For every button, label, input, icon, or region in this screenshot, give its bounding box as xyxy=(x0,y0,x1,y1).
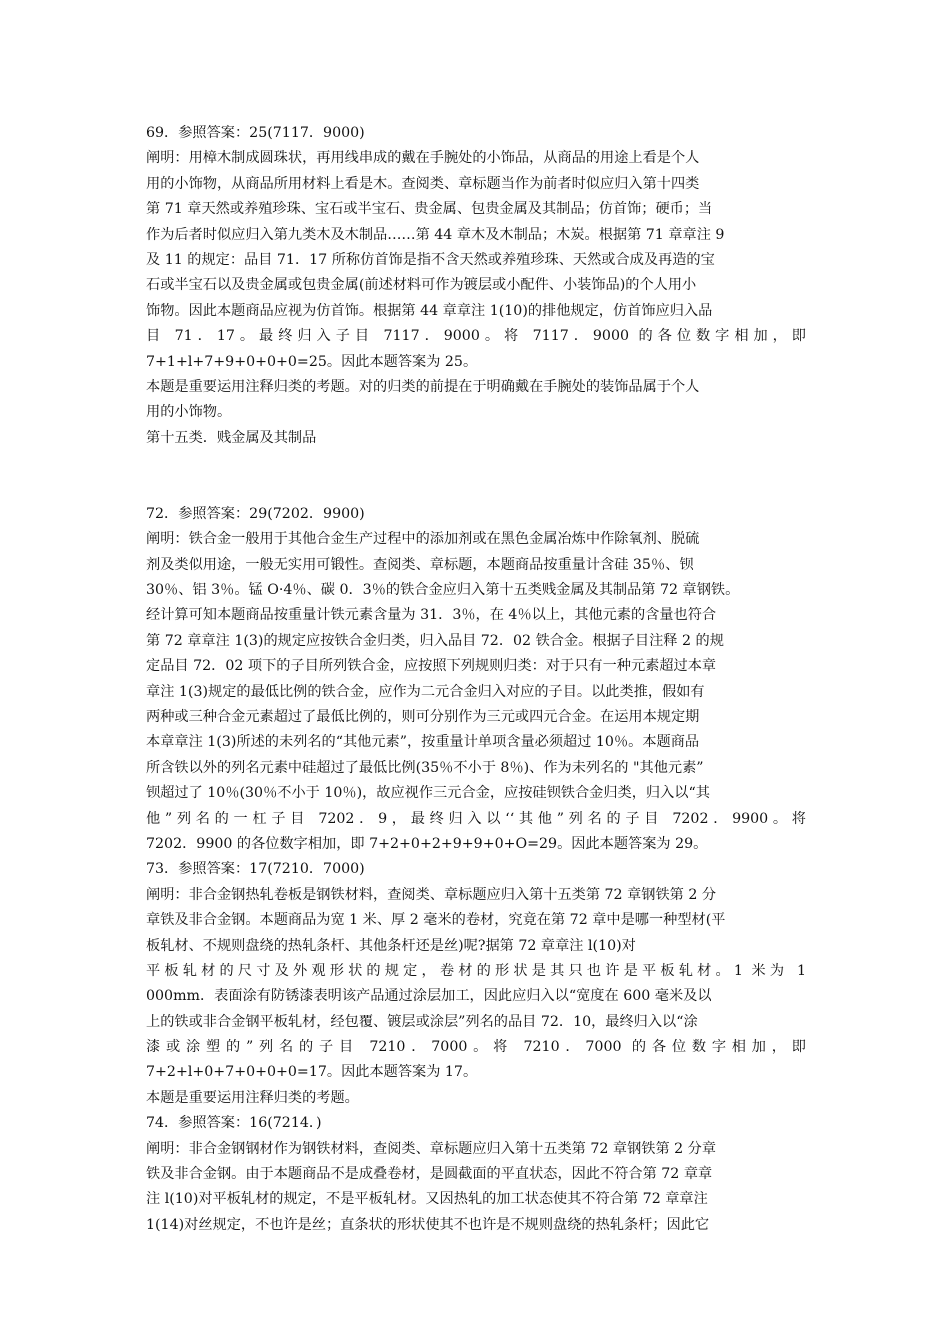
text-line: 剂及类似用途，一般无实用可锻性。查阅类、章标题，本题商品按重量计含硅 35％、钡 xyxy=(146,556,694,573)
text-line: 阐明：铁合金一般用于其他合金生产过程中的添加剂或在黑色金属冶炼中作除氧剂、脱硫 xyxy=(146,531,700,548)
text-line: 000mm．表面涂有防锈漆表明该产品通过涂层加工，因此应归入以“宽度在 600 毫米及以 xyxy=(146,988,712,1005)
text-line: 73．参照答案：17(7210．7000) xyxy=(146,861,365,878)
blank-gap xyxy=(146,451,806,502)
text-line: 阐明：非合金钢热轧卷板是钢铁材料，查阅类、章标题应归入第十五类第 72 章钢铁第 2 分 xyxy=(146,886,717,903)
text-line: 7202．9900 的各位数字相加，即 7+2+0+2+9+9+0+O=29。因此本题答案为 29。 xyxy=(146,835,708,852)
document-page xyxy=(146,121,806,1238)
text-line: 本题是重要运用注释归类的考题。对的归类的前提在于明确戴在手腕处的装饰品属于个人 xyxy=(146,378,700,395)
text-line: 30％、铝 3％。锰 O·4％、碳 0．3％的铁合金应归入第十五类贱金属及其制品第 72 章钢铁。 xyxy=(146,582,740,599)
text-line: 作为后者时似应归入第九类木及木制品……第 44 章木及木制品；木炭。根据第 71 章章注 9 xyxy=(146,226,725,243)
text-line: 经计算可知本题商品按重量计铁元素含量为 31．3％，在 4％以上，其他元素的含量也符合 xyxy=(146,607,717,624)
text-line: 及 11 的规定：品目 71．17 所称仿首饰是指不含天然或养殖珍珠、天然或合成及再造的宝 xyxy=(146,251,715,268)
text-line: 章铁及非合金钢。本题商品为宽 1 米、厚 2 毫米的卷材，究竟在第 72 章中是哪一种型材(平 xyxy=(146,912,726,929)
section-answers-72-74 xyxy=(146,502,806,1238)
text-line: 所含铁以外的列名元素中硅超过了最低比例(35％不小于 8％)、作为未列名的 "其他元素” xyxy=(146,759,704,776)
text-line: 板轧材、不规则盘绕的热轧条杆、其他条杆还是丝)呢?据第 72 章章注 l(10)对 xyxy=(146,937,636,954)
text-line: 定品目 72．02 项下的子目所列铁合金，应按照下列规则归类：对于只有一种元素超过本章 xyxy=(146,658,717,675)
text-line: 铁及非合金钢。由于本题商品不是成叠卷材，是圆截面的平直状态，因此不符合第 72 章章 xyxy=(146,1166,713,1183)
text-line: 阐明：用樟木制成圆珠状，再用线串成的戴在手腕处的小饰品，从商品的用途上看是个人 xyxy=(146,150,700,167)
text-line: 注 l(10)对平板轧材的规定，不是平板轧材。又因热轧的加工状态使其不符合第 72 章章注 xyxy=(146,1191,708,1208)
text-line: 目 71．17。最终归入子目 7117．9000。将 7117．9000 的各位数字相加，即 xyxy=(146,328,806,345)
text-line: 两种或三种合金元素超过了最低比例的，则可分别作为三元或四元合金。在运用本规定期 xyxy=(146,709,700,725)
text-line: 漆或涂塑的”列名的子目 7210．7000。将 7210．7000 的各位数字相加，即 xyxy=(146,1039,806,1056)
text-line: 72．参照答案：29(7202．9900) xyxy=(146,505,365,522)
text-line: 阐明：非合金钢钢材作为钢铁材料，查阅类、章标题应归入第十五类第 72 章钢铁第 2 分章 xyxy=(146,1140,717,1157)
text-line: 上的铁或非合金钢平板轧材，经包覆、镀层或涂层”列名的品目 72．10，最终归入以“涂 xyxy=(146,1013,698,1030)
text-line: 本题是重要运用注释归类的考题。 xyxy=(146,1089,359,1106)
text-line: 章注 1(3)规定的最低比例的铁合金，应作为二元合金归入对应的子目。以此类推，假如有 xyxy=(146,683,705,700)
section-answers-69 xyxy=(146,121,806,451)
text-line: 74．参照答案：16(7214．) xyxy=(146,1115,322,1132)
text-line: 用的小饰物。 xyxy=(146,404,232,421)
text-line: 1(14)对丝规定，不也许是丝；直条状的形状使其不也许是不规则盘绕的热轧条杆；因此它 xyxy=(146,1216,710,1233)
text-line: 饰物。因此本题商品应视为仿首饰。根据第 44 章章注 1(10)的排他规定，仿首饰应归入品 xyxy=(146,302,713,319)
section-heading: 第十五类．贱金属及其制品 xyxy=(146,429,317,446)
text-line: 本章章注 1(3)所述的未列名的“其他元素”，按重量计单项含量必须超过 10％。本题商品 xyxy=(146,734,700,751)
text-line: 钡超过了 10％(30％不小于 10％)，故应视作三元合金，应按硅钡铁合金归类，归入以“其 xyxy=(146,785,710,802)
text-line: 7+2+l+0+7+0+0+0=17。因此本题答案为 17。 xyxy=(146,1064,478,1081)
text-line: 用的小饰物，从商品所用材料上看是木。查阅类、章标题当作为前者时似应归入第十四类 xyxy=(146,175,700,192)
text-line: 第 72 章章注 1(3)的规定应按铁合金归类，归入品目 72．02 铁合金。根据子目注释 2 的规 xyxy=(146,632,724,649)
text-line: 7+1+l+7+9+0+0+0=25。因此本题答案为 25。 xyxy=(146,353,478,370)
text-line: 平板轧材的尺寸及外观形状的规定，卷材的形状是其只也许是平板轧材。1 米为 1 xyxy=(146,962,806,979)
text-line: 69．参照答案：25(7117．9000) xyxy=(146,125,365,141)
text-line: 石或半宝石以及贵金属或包贵金属(前述材料可作为镀层或小配件、小装饰品)的个人用小 xyxy=(146,277,697,294)
text-line: 第 71 章天然或养殖珍珠、宝石或半宝石、贵金属、包贵金属及其制品；仿首饰；硬币；当 xyxy=(146,201,713,218)
text-line: 他”列名的一杠子目 7202．9，最终归入以‘‘其他”列名的子目 7202．9900。将 xyxy=(146,810,806,827)
